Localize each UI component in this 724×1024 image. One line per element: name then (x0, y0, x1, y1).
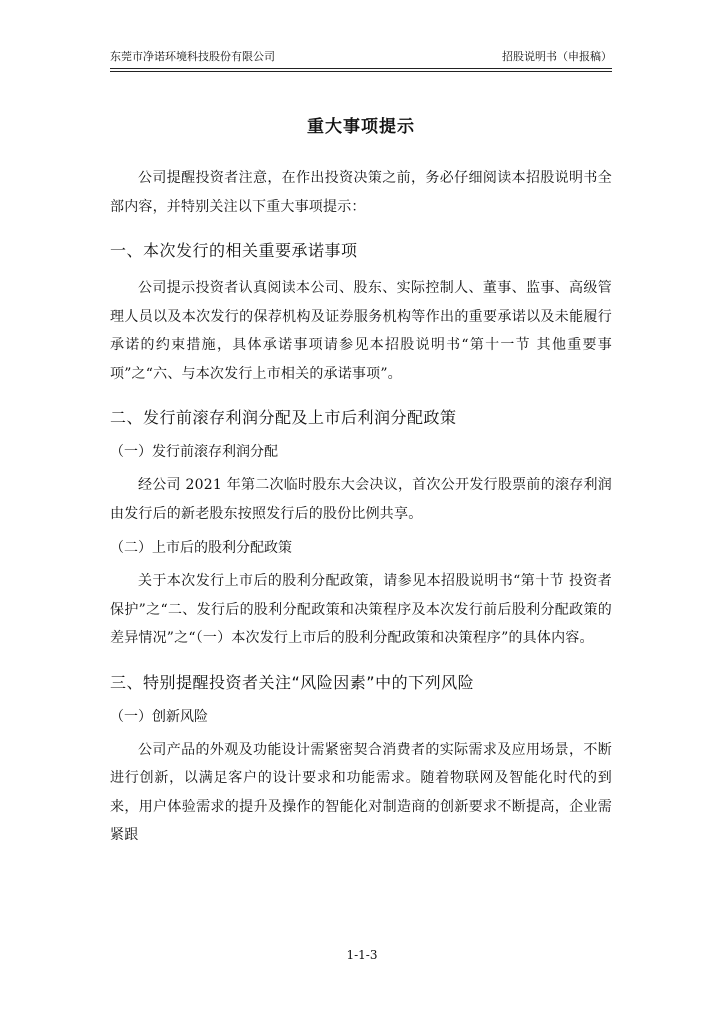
intro-paragraph: 公司提醒投资者注意，在作出投资决策之前，务必仔细阅读本招股说明书全部内容，并特别关注以下重大事项提示： (110, 170, 612, 215)
section-1-paragraph: 公司提示投资者认真阅读本公司、股东、实际控制人、董事、监事、高级管理人员以及本次发行的保荐机构及证券服务机构等作出的重要承诺以及未能履行承诺的约束措施，具体承诺事项请参见本招股说明书“第十一节 其他重要事项”之“六、与本次发行上市相关的承诺事项”。 (110, 280, 612, 382)
header-company-name: 东莞市净诺环境科技股份有限公司 (110, 50, 275, 63)
section-2-heading: 二、发行前滚存利润分配及上市后利润分配政策 (110, 408, 457, 427)
page-number: 1-1-3 (346, 948, 378, 962)
section-2-1-heading: （一）发行前滚存利润分配 (110, 444, 278, 460)
section-1-heading: 一、本次发行的相关重要承诺事项 (110, 241, 358, 260)
header-document-type: 招股说明书（申报稿） (502, 50, 612, 63)
section-2-2-heading: （二）上市后的股利分配政策 (110, 540, 292, 556)
section-3-heading: 三、特别提醒投资者关注“风险因素”中的下列风险 (110, 672, 475, 692)
page-title: 重大事项提示 (307, 117, 415, 137)
page-content (110, 112, 612, 850)
running-header (110, 48, 612, 69)
section-3-1-heading: （一）创新风险 (110, 708, 208, 725)
section-2-1-paragraph: 经公司 2021 年第二次临时股东大会决议，首次公开发行股票前的滚存利润由发行后的新老股东按照发行后的股份比例共享。 (110, 477, 612, 522)
section-2-2-paragraph: 关于本次发行上市后的股利分配政策，请参见本招股说明书“第十节 投资者保护”之“二、发行后的股利分配政策和决策程序及本次发行前后股利分配政策的差异情况”之“（一）本次发行上市后的股利分配政策和决策程序”的具体内容。 (110, 573, 612, 646)
section-3-1-paragraph: 公司产品的外观及功能设计需紧密契合消费者的实际需求及应用场景，不断进行创新，以满足客户的设计要求和功能需求。随着物联网及智能化时代的到来，用户体验需求的提升及操作的智能化对制造商的创新要求不断提高，企业需紧跟 (110, 741, 612, 843)
